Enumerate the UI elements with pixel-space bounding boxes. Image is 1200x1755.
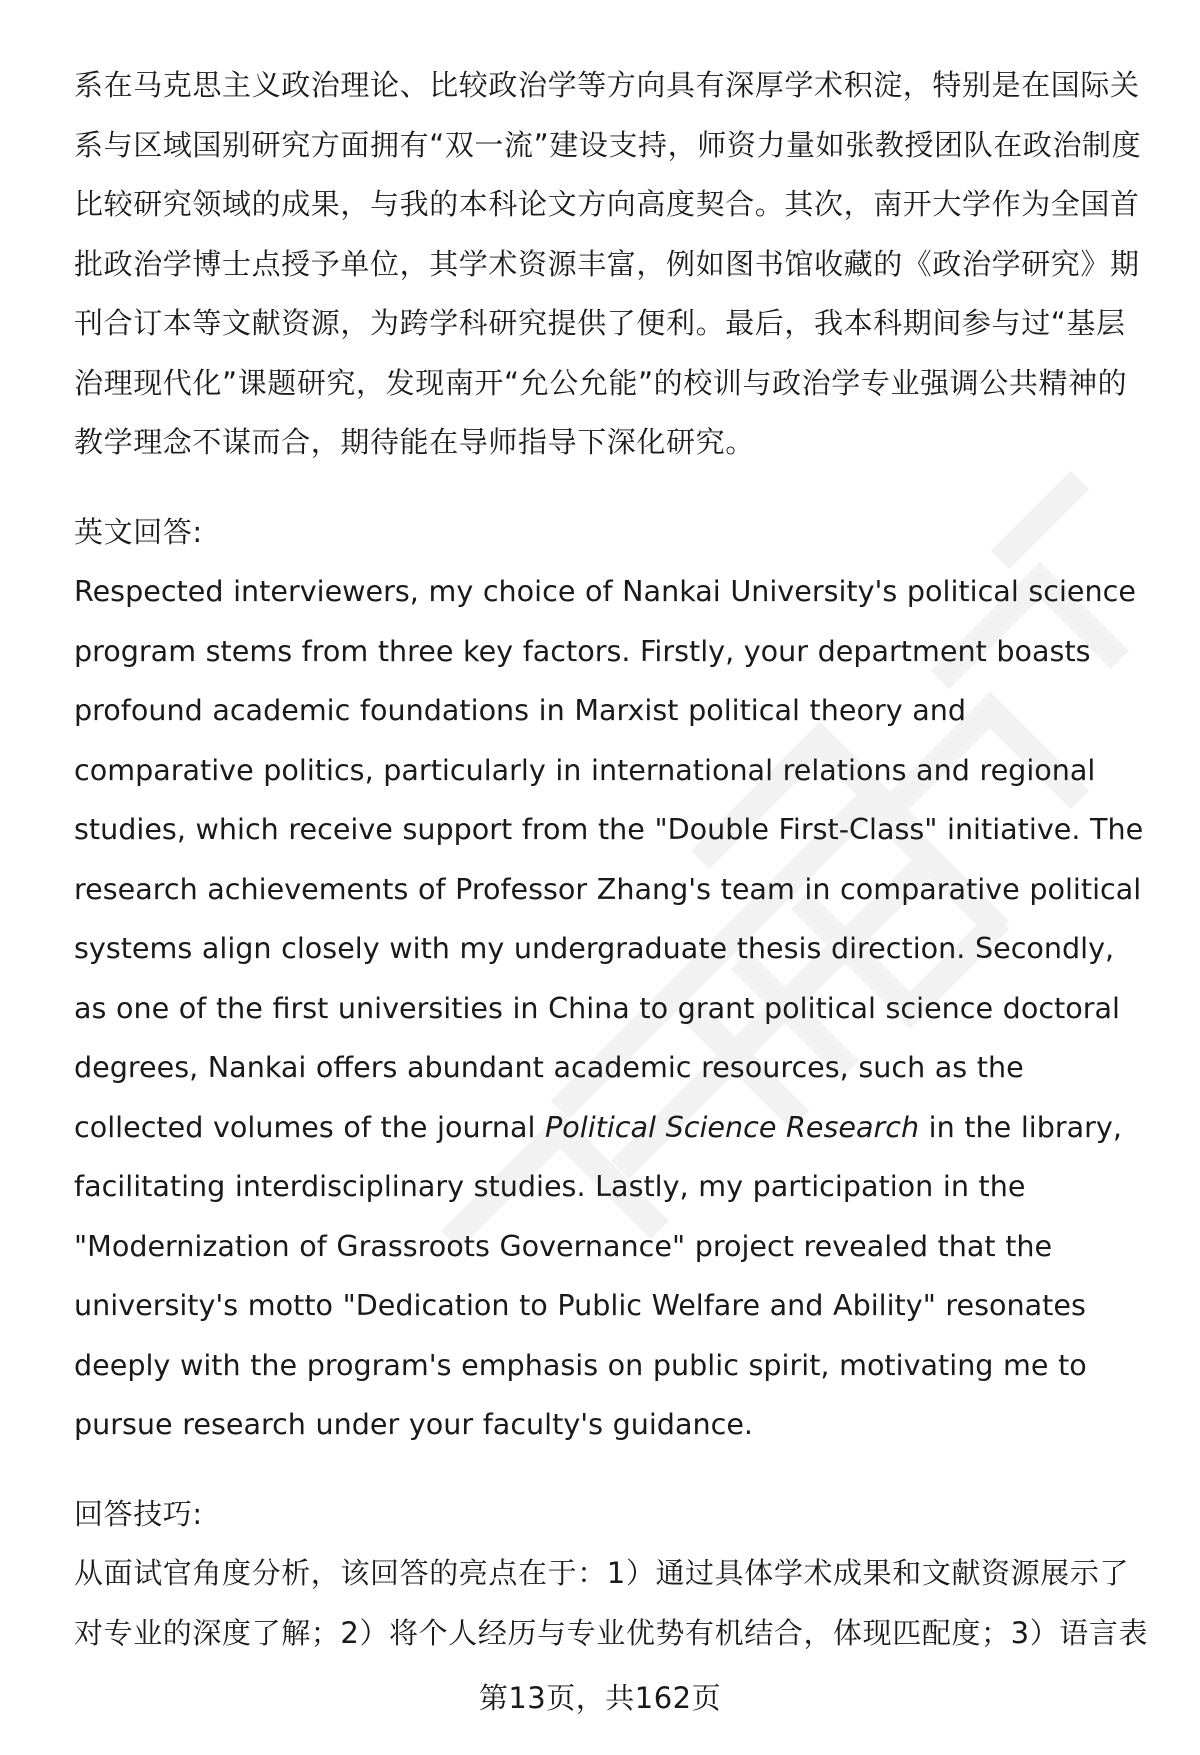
english-answer-heading: 英文回答: [74,514,203,549]
tips-heading: 回答技巧: [74,1496,203,1531]
english-answer-part-2: in the library, facilitating interdisciplinary studies. Lastly, my participation in the "Modernization of Grassroots Governance" project revealed that the university's motto "Dedication to Public Welfare and Ability" resonates deeply with the program's emphasis on public spirit, motivating me to pursue research under your faculty's guidance. [74,1109,1122,1441]
journal-title: Political Science Research [545,1109,920,1144]
document-body [74,56,1154,1663]
page-number-footer: 第13页，共162页 [478,1681,722,1715]
tips-paragraph: 从面试官角度分析，该回答的亮点在于：1）通过具体学术成果和文献资源展示了对专业的深度了解；2）将个人经历与专业优势有机结合，体现匹配度；3）语言表 [74,1556,1149,1650]
english-answer-paragraph [74,562,1154,1455]
english-answer-part-1: Respected interviewers, my choice of Nankai University's political science program stems from three key factors. Firstly, your department boasts profound academic foundations in Marxist political theory and comparative politics, particularly in international relations and regional studies, which receive support from the "Double First-Class" initiative. The research achievements of Professor Zhang's team in comparative political systems align closely with my undergraduate thesis direction. Secondly, as one of the first universities in China to grant political science doctoral degrees, Nankai offers abundant academic resources, such as the collected volumes of the journal [74,574,1144,1144]
intro-paragraph: 系在马克思主义政治理论、比较政治学等方向具有深厚学术积淀，特别是在国际关系与区域国别研究方面拥有“双一流”建设支持，师资力量如张教授团队在政治制度比较研究领域的成果，与我的本科论文方向高度契合。其次，南开大学作为全国首批政治学博士点授予单位，其学术资源丰富，例如图书馆收藏的《政治学研究》期刊合订本等文献资源，为跨学科研究提供了便利。最后，我本科期间参与过“基层治理现代化”课题研究，发现南开“允公允能”的校训与政治学专业强调公共精神的教学理念不谋而合，期待能在导师指导下深化研究。 [74,68,1142,459]
